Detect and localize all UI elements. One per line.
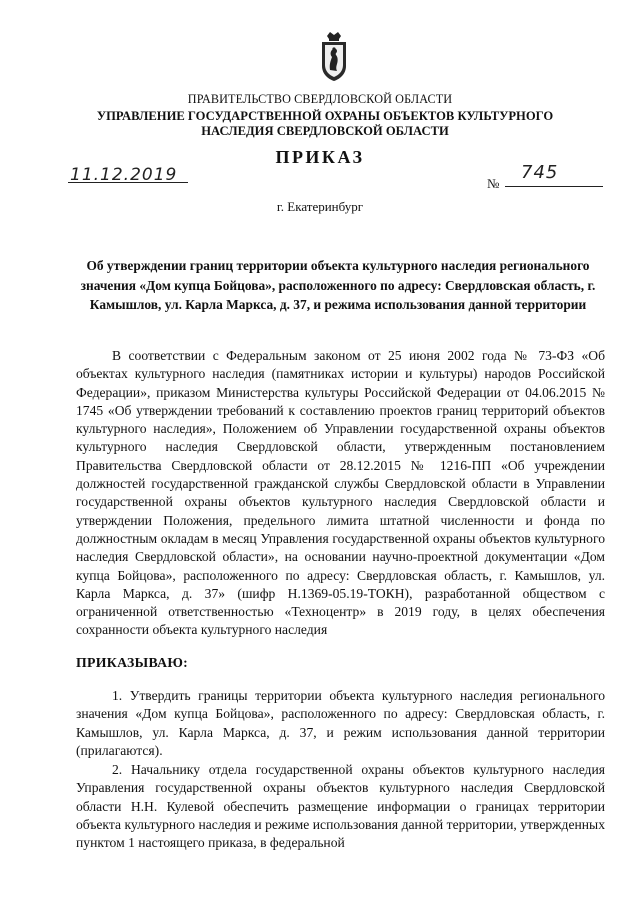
number-label: № <box>487 176 500 191</box>
document-subject: Об утверждении границ территории объекта культурного наследия регионального значения «Дом купца Бойцова», расположенного по адресу: Свердловская область, г. Камышлов, ул. Карла Маркса, д. 37, и режима использования данной территории <box>80 258 596 312</box>
document-title: ПРИКАЗ <box>275 147 365 167</box>
document-number: 745 <box>521 162 559 183</box>
department-name: УПРАВЛЕНИЕ ГОСУДАРСТВЕННОЙ ОХРАНЫ ОБЪЕКТОВ КУЛЬТУРНОГО НАСЛЕДИЯ СВЕРДЛОВСКОЙ ОБЛАСТИ <box>96 109 554 138</box>
order-item-2: 2. Начальнику отдела государственной охраны объектов культурного наследия Управления государственной охраны объектов культурного наследия Свердловской области Н.Н. Кулевой обеспечить размещение информации о границах территории объекта культурного наследия и режиме использования данной территории, утвержденных пунктом 1 настоящего приказа, в федеральной <box>76 762 605 851</box>
city: г. Екатеринбург <box>276 199 364 214</box>
order-item-1: 1. Утвердить границы территории объекта культурного наследия регионального значения «Дом купца Бойцова», расположенного по адресу: Свердловская область, г. Камышлов, ул. Карла Маркса, д. 37, и режим использования данной территории (прилагаются). <box>76 688 605 758</box>
number-underline <box>505 186 603 187</box>
document-date: 11.12.2019 <box>70 165 178 185</box>
order-heading: ПРИКАЗЫВАЮ: <box>76 655 189 670</box>
date-underline <box>68 182 188 183</box>
preamble-paragraph: В соответствии с Федеральным законом от 25 июня 2002 года № 73-ФЗ «Об объектах культурного наследия (памятниках истории и культуры) народов Российской Федерации», приказом Министерства культуры Российской Федерации от 04.06.2015 № 1745 «Об утверждении требований к составлению проектов границ территорий объектов культурного наследия», Положением об Управлении государственной охраны объектов культурного наследия Свердловской области, утвержденным постановлением Правительства Свердловской области от 28.12.2015 № 1216-ПП «Об учреждении должностей государственной гражданской службы Свердловской области в Управлении государственной охраны объектов культурного наследия Свердловской области и утверждении Положения, предельного лимита штатной численности и фонда по должностным окладам в месяц Управления государственной охраны объектов культурного наследия Свердловской области», на основании научно-проектной документации «Дом купца Бойцова», расположенного по адресу: Свердловская область, г. Камышлов, ул. Карла Маркса, д. 37» (шифр Н.1369-05.19-ТОКН), разработанной обществом с ограниченной ответственностью «Техноцентр» в 2019 году, в целях обеспечения сохранности объекта культурного наследия <box>76 348 605 638</box>
coat-of-arms-icon <box>321 30 347 82</box>
government-name: ПРАВИТЕЛЬСТВО СВЕРДЛОВСКОЙ ОБЛАСТИ <box>187 92 453 106</box>
